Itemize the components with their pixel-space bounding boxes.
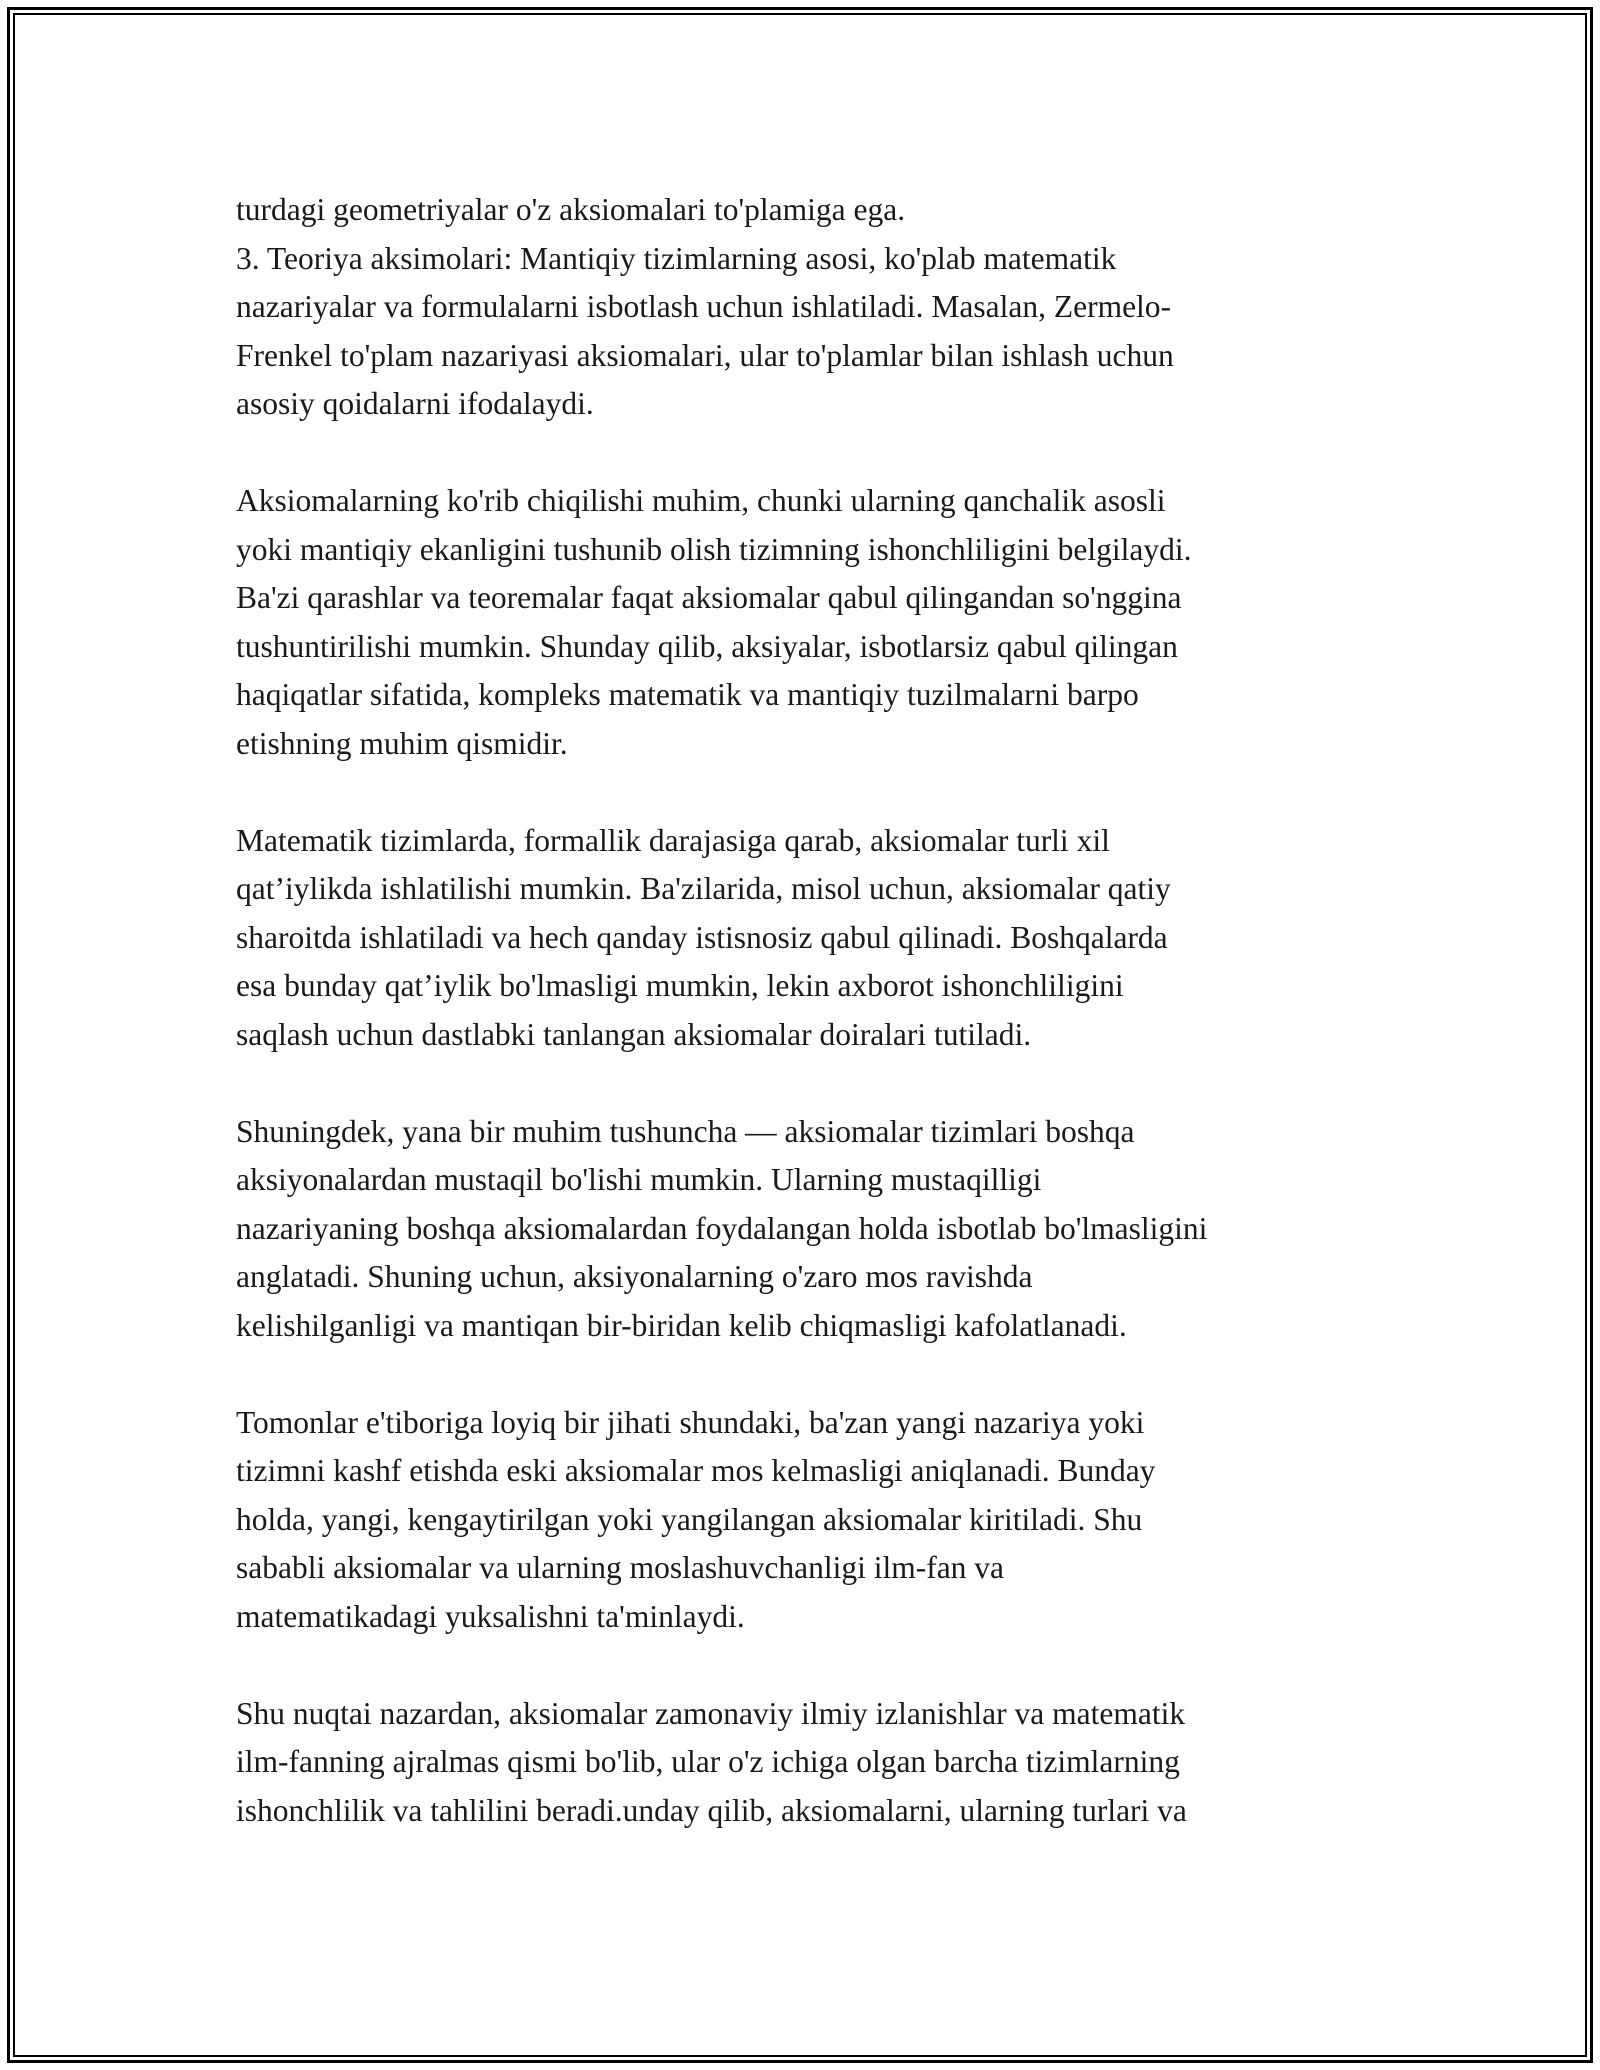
text-line: Shuningdek, yana bir muhim tushuncha — aksiomalar tizimlari boshqa — [236, 1113, 1135, 1149]
paragraph — [236, 1690, 1376, 1836]
text-line: ishonchlilik va tahlilini beradi.unday qilib, aksiomalarni, ularning turlari va — [236, 1792, 1187, 1828]
paragraph — [236, 1399, 1376, 1642]
text-line: turdagi geometriyalar o'z aksiomalari to'plamiga ega. — [236, 192, 906, 227]
text-line: 3. Teoriya aksimolari: Mantiqiy tizimlarning asosi, ko'plab matematik — [236, 240, 1117, 276]
paragraph-gap — [236, 768, 1376, 817]
text-line: matematikadagi yuksalishni ta'minlaydi. — [236, 1598, 745, 1634]
text-line: sababli aksiomalar va ularning moslashuvchanligi ilm-fan va — [236, 1550, 1005, 1585]
text-line: aksiyonalardan mustaqil bo'lishi mumkin. Ularning mustaqilligi — [236, 1162, 1042, 1197]
text-line: Ba'zi qarashlar va teoremalar faqat aksiomalar qabul qilingandan so'nggina — [236, 580, 1182, 615]
text-line: tushuntirilishi mumkin. Shunday qilib, aksiyalar, isbotlarsiz qabul qilingan — [236, 628, 1178, 664]
text-line: Aksiomalarning ko'rib chiqilishi muhim, chunki ularning qanchalik asosli — [236, 483, 1166, 518]
text-line: nazariyalar va formulalarni isbotlash uchun ishlatiladi. Masalan, Zermelo- — [236, 289, 1172, 324]
text-line: ilm-fanning ajralmas qismi bo'lib, ular o'z ichiga olgan barcha tizimlarning — [236, 1744, 1180, 1779]
text-line: sharoitda ishlatiladi va hech qanday istisnosiz qabul qilinadi. Boshqalarda — [236, 919, 1168, 955]
text-line: kelishilganligi va mantiqan bir-biridan kelib chiqmasligi kafolatlanadi. — [236, 1307, 1127, 1343]
text-line: asosiy qoidalarni ifodalaydi. — [236, 386, 594, 421]
text-line: etishning muhim qismidir. — [236, 725, 568, 761]
paragraph-gap — [236, 1641, 1376, 1690]
text-line: yoki mantiqiy ekanligini tushunib olish tizimning ishonchliligini belgilaydi. — [236, 531, 1192, 567]
text-line: Frenkel to'plam nazariyasi aksiomalari, ular to'plamlar bilan ishlash uchun — [236, 337, 1174, 373]
paragraph — [236, 477, 1376, 768]
text-line: Tomonlar e'tiboriga loyiq bir jihati shundaki, ba'zan yangi nazariya yoki — [236, 1404, 1145, 1440]
text-line: tizimni kashf etishda eski aksiomalar mos kelmasligi aniqlanadi. Bunday — [236, 1453, 1156, 1488]
paragraph — [236, 186, 1376, 429]
text-line: Shu nuqtai nazardan, aksiomalar zamonaviy ilmiy izlanishlar va matematik — [236, 1695, 1186, 1731]
text-line: anglatadi. Shuning uchun, aksiyonalarning o'zaro mos ravishda — [236, 1259, 1033, 1294]
paragraph — [236, 817, 1376, 1060]
text-line: Matematik tizimlarda, formallik darajasiga qarab, aksiomalar turli xil — [236, 822, 1110, 858]
text-line: holda, yangi, kengaytirilgan yoki yangilangan aksiomalar kiritiladi. Shu — [236, 1501, 1143, 1537]
text-line: nazariyaning boshqa aksiomalardan foydalangan holda isbotlab bo'lmasligini — [236, 1210, 1208, 1246]
text-line: saqlash uchun dastlabki tanlangan aksiomalar doiralari tutiladi. — [236, 1016, 1032, 1052]
paragraph-gap — [236, 1350, 1376, 1399]
text-line: haqiqatlar sifatida, kompleks matematik va mantiqiy tuzilmalarni barpo — [236, 677, 1139, 712]
text-line: qat’iylikda ishlatilishi mumkin. Ba'zilarida, misol uchun, aksiomalar qatiy — [236, 871, 1171, 906]
document-body — [236, 186, 1376, 1835]
text-line: esa bunday qat’iylik bo'lmasligi mumkin, lekin axborot ishonchliligini — [236, 968, 1124, 1003]
paragraph-gap — [236, 429, 1376, 478]
paragraph — [236, 1108, 1376, 1351]
paragraph-gap — [236, 1059, 1376, 1108]
